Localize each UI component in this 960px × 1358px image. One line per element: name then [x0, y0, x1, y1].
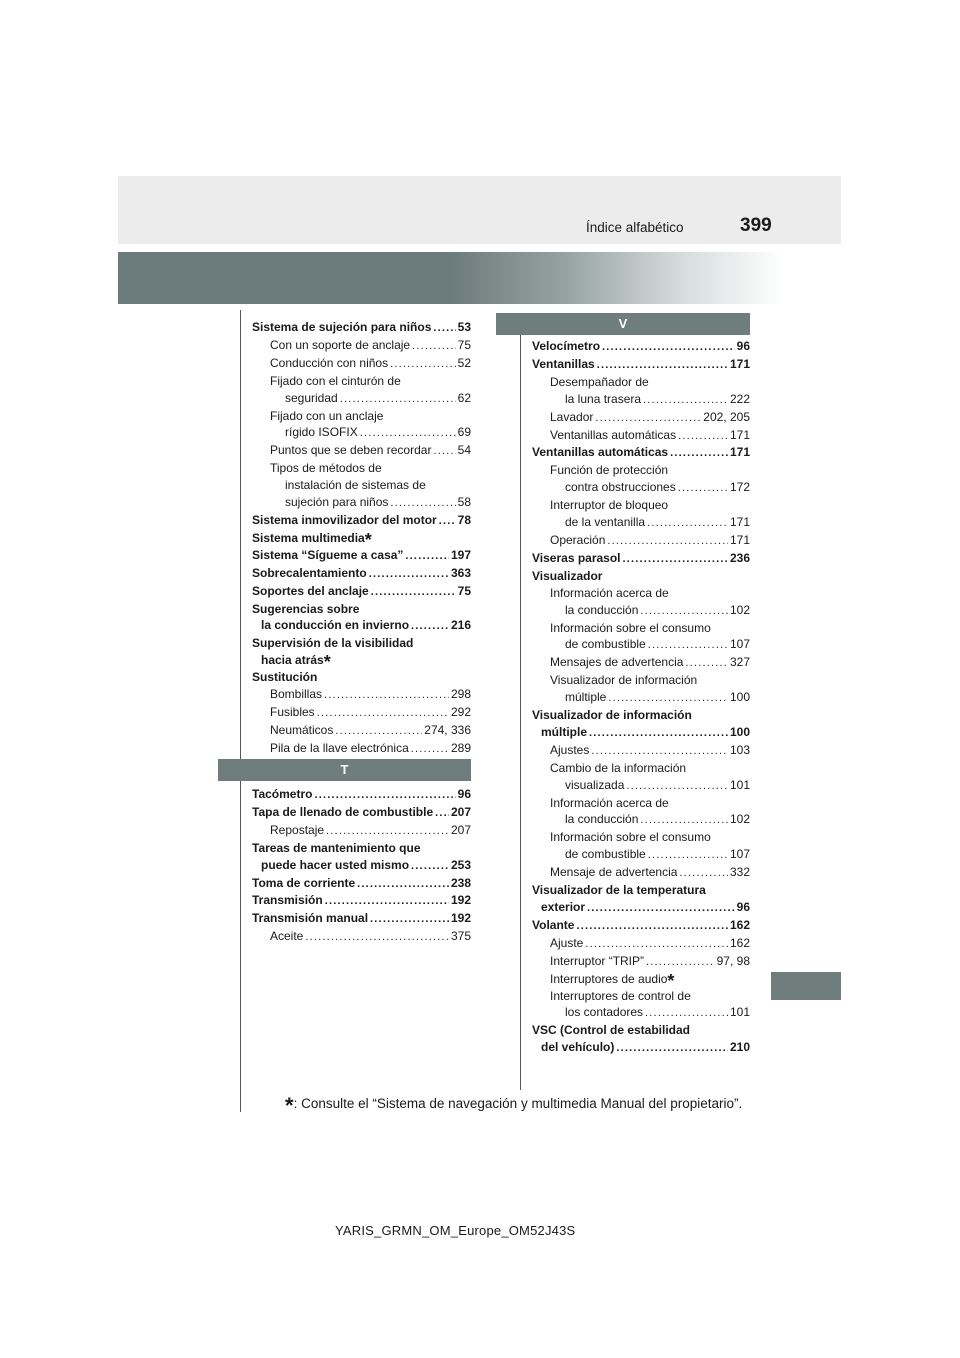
dot-leader	[678, 428, 728, 445]
entry-page: 289	[450, 740, 471, 755]
index-entry	[252, 319, 471, 337]
index-entry	[532, 917, 750, 935]
entry-term: Pila de la llave electrónica	[270, 740, 409, 755]
entry-term: visualizada	[565, 777, 625, 792]
entry-term: Fijado con el cinturón de	[270, 373, 401, 388]
index-entry	[252, 337, 471, 355]
entry-term: de combustible	[565, 637, 646, 652]
entry-page: 375	[450, 929, 471, 944]
dot-leader	[412, 338, 456, 355]
entry-term: Repostaje	[270, 822, 325, 837]
entry-page: 171	[729, 532, 750, 547]
entry-term: rígido ISOFIX	[285, 425, 358, 440]
index-entry	[532, 882, 750, 899]
index-entry	[532, 497, 750, 514]
index-entry	[532, 636, 750, 654]
index-entry	[532, 1022, 750, 1039]
entry-term: Interruptores de audio	[550, 971, 668, 986]
index-group-s	[252, 319, 471, 758]
entry-page: 172	[729, 480, 750, 495]
index-entry	[252, 822, 471, 840]
entry-page: 238	[450, 875, 471, 890]
index-entry	[532, 899, 750, 917]
dot-leader	[589, 725, 728, 742]
dot-leader	[405, 548, 449, 565]
dot-leader	[616, 1040, 728, 1057]
dot-leader	[646, 954, 715, 971]
entry-page: 69	[457, 425, 471, 440]
entry-term: Con un soporte de anclaje	[270, 337, 411, 352]
entry-term: del vehículo)	[541, 1040, 615, 1055]
entry-term: Tipos de métodos de	[270, 461, 382, 476]
document-code: YARIS_GRMN_OM_Europe_OM52J43S	[335, 1223, 576, 1238]
entry-term: Tapa de llenado de combustible	[252, 804, 434, 819]
index-entry	[532, 811, 750, 829]
asterisk-marker: *	[364, 529, 372, 550]
dot-leader	[576, 918, 728, 935]
entry-term: Información sobre el consumo	[550, 620, 711, 635]
dot-leader	[685, 655, 728, 672]
entry-page: 62	[457, 390, 471, 405]
entry-page: 101	[729, 1005, 750, 1020]
index-entry	[252, 373, 471, 390]
index-entry	[532, 514, 750, 532]
index-entry	[532, 532, 750, 550]
dot-leader	[645, 1005, 728, 1022]
index-entry	[252, 477, 471, 494]
index-entry	[252, 512, 471, 530]
dot-leader	[357, 876, 449, 893]
letter-heading-v: V	[496, 313, 750, 335]
entry-term: de la ventanilla	[565, 515, 646, 530]
dot-leader	[643, 392, 728, 409]
entry-term: de combustible	[565, 847, 646, 862]
index-entry	[252, 635, 471, 652]
index-column-left	[252, 319, 471, 758]
dot-leader	[602, 339, 735, 356]
index-entry	[252, 617, 471, 635]
index-entry	[532, 953, 750, 971]
entry-term: instalación de sistemas de	[285, 478, 426, 493]
index-entry	[252, 892, 471, 910]
index-entry	[252, 804, 471, 822]
entry-term: hacia atrás	[261, 653, 324, 668]
index-entry	[252, 669, 471, 686]
entry-page: 103	[729, 742, 750, 757]
header-band	[118, 176, 841, 244]
entry-term: Volante	[532, 917, 575, 932]
dot-leader	[411, 741, 449, 758]
entry-page: 96	[736, 339, 750, 353]
entry-term: Ajustes	[550, 742, 590, 757]
entry-page: 327	[729, 655, 750, 670]
entry-page: 100	[729, 690, 750, 705]
entry-page: 96	[736, 900, 750, 914]
index-entry	[532, 760, 750, 777]
dot-leader	[326, 823, 449, 840]
left-column-rule	[240, 310, 241, 1112]
index-entry	[532, 602, 750, 620]
dot-leader	[439, 513, 456, 530]
entry-page: 107	[729, 637, 750, 652]
index-entry	[532, 462, 750, 479]
dot-leader	[411, 618, 449, 635]
entry-term: contra obstrucciones	[565, 480, 676, 495]
index-entry	[532, 444, 750, 462]
dot-leader	[411, 858, 449, 875]
entry-term: múltiple	[541, 724, 588, 739]
entry-page: 53	[457, 320, 471, 334]
entry-term: los contadores	[565, 1005, 644, 1020]
index-entry	[532, 864, 750, 882]
dot-leader	[433, 443, 455, 460]
dot-leader	[623, 551, 728, 568]
entry-term: Mensaje de advertencia	[550, 865, 678, 880]
entry-page: 75	[457, 583, 471, 598]
entry-term: Cambio de la información	[550, 760, 687, 775]
dot-leader	[325, 893, 449, 910]
entry-page: 96	[457, 787, 471, 801]
index-entry	[532, 707, 750, 724]
entry-term: Interruptor “TRIP”	[550, 953, 645, 968]
entry-page: 332	[729, 865, 750, 880]
entry-page: 58	[457, 495, 471, 510]
entry-term: Sistema multimedia	[252, 530, 365, 545]
entry-term: Ajuste	[550, 935, 584, 950]
dot-leader	[371, 584, 456, 601]
entry-term: Sugerencias sobre	[252, 601, 360, 616]
index-entry	[532, 1039, 750, 1057]
entry-page: 197	[450, 547, 471, 562]
entry-term: Fusibles	[270, 704, 315, 719]
dot-leader	[390, 356, 456, 373]
index-entry	[252, 740, 471, 758]
entry-page: 274, 336	[424, 722, 471, 737]
entry-term: Transmisión manual	[252, 911, 369, 926]
entry-term: Visualizador de la temperatura	[532, 883, 706, 898]
entry-term: Ventanillas automáticas	[532, 445, 669, 460]
entry-page: 236	[729, 550, 750, 565]
dot-leader	[335, 723, 422, 740]
dot-leader	[670, 445, 728, 462]
entry-term: Visualizador de información	[550, 673, 698, 688]
dot-leader	[626, 778, 728, 795]
entry-page: 101	[729, 777, 750, 792]
index-entry	[252, 722, 471, 740]
dot-leader	[648, 847, 728, 864]
dot-leader	[647, 515, 728, 532]
dot-leader	[305, 929, 449, 946]
dot-leader	[640, 812, 728, 829]
index-entry	[532, 356, 750, 374]
entry-page: 292	[450, 704, 471, 719]
dot-leader	[324, 687, 449, 704]
entry-page: 207	[450, 822, 471, 837]
entry-term: Operación	[550, 532, 606, 547]
index-entry	[532, 935, 750, 953]
entry-term: la conducción	[565, 812, 639, 827]
index-entry	[532, 409, 750, 427]
entry-term: Sistema “Sígueme a casa”	[252, 547, 404, 562]
entry-term: Toma de corriente	[252, 875, 356, 890]
entry-page: 78	[457, 512, 471, 527]
index-entry	[252, 565, 471, 583]
entry-term: Velocímetro	[532, 339, 601, 353]
dot-leader	[435, 805, 449, 822]
index-entry	[532, 1004, 750, 1022]
asterisk-marker: *	[667, 970, 675, 991]
index-entry	[532, 550, 750, 568]
entry-term: Sistema inmovilizador del motor	[252, 512, 437, 527]
index-entry	[532, 391, 750, 409]
entry-term: Supervisión de la visibilidad	[252, 636, 414, 651]
index-entry	[532, 672, 750, 689]
entry-term: Sobrecalentamiento	[252, 565, 367, 580]
dot-leader	[648, 637, 728, 654]
entry-page: 202, 205	[703, 409, 750, 424]
entry-term: Puntos que se deben recordar	[270, 443, 432, 458]
dot-leader	[585, 936, 728, 953]
index-entry	[532, 568, 750, 585]
footnote-text: : Consulte el “Sistema de navegación y multimedia Manual del propietario”.	[293, 1096, 743, 1111]
entry-page: 52	[457, 355, 471, 370]
index-entry	[252, 704, 471, 722]
entry-term: Tareas de mantenimiento que	[252, 840, 421, 855]
entry-term: Visualizador de información	[532, 708, 692, 723]
entry-term: Bombillas	[270, 687, 323, 702]
dot-leader	[591, 743, 728, 760]
entry-page: 207	[450, 804, 471, 819]
footnote-marker: *	[285, 1093, 294, 1118]
dot-leader	[390, 495, 455, 512]
entry-term: Sustitución	[252, 670, 318, 685]
index-group-v	[532, 338, 750, 1057]
entry-page: 192	[450, 911, 471, 926]
entry-term: la conducción	[565, 602, 639, 617]
entry-page: 54	[457, 443, 471, 458]
chapter-side-tab	[771, 972, 841, 1000]
index-entry	[252, 652, 471, 673]
dot-leader	[595, 410, 701, 427]
dot-leader	[678, 480, 728, 497]
middle-column-rule	[520, 332, 521, 1090]
index-entry	[532, 742, 750, 760]
index-entry	[252, 442, 471, 460]
dot-leader	[360, 425, 456, 442]
index-entry	[252, 786, 471, 804]
entry-term: Sistema de sujeción para niños	[252, 320, 432, 334]
index-entry	[252, 928, 471, 946]
entry-term: Interruptores de control de	[550, 988, 691, 1003]
entry-page: 253	[450, 857, 471, 872]
index-entry	[252, 547, 471, 565]
index-entry	[532, 620, 750, 637]
index-entry	[252, 875, 471, 893]
entry-term: Conducción con niños	[270, 355, 389, 370]
entry-page: 162	[729, 935, 750, 950]
entry-page: 107	[729, 847, 750, 862]
entry-term: Información sobre el consumo	[550, 830, 711, 845]
index-entry	[532, 689, 750, 707]
entry-page: 100	[729, 724, 750, 739]
index-entry	[252, 583, 471, 601]
index-entry	[532, 338, 750, 356]
index-entry	[532, 777, 750, 795]
entry-term: exterior	[541, 900, 586, 914]
index-entry	[532, 374, 750, 391]
dot-leader	[370, 911, 449, 928]
index-entry	[532, 795, 750, 812]
dot-leader	[433, 320, 455, 337]
dot-leader	[597, 357, 728, 374]
entry-term: Tacómetro	[252, 787, 313, 801]
entry-term: Interruptor de bloqueo	[550, 498, 669, 513]
entry-term: Aceite	[270, 929, 304, 944]
index-entry	[532, 724, 750, 742]
entry-page: 171	[729, 356, 750, 371]
dot-leader	[679, 865, 728, 882]
entry-term: Información acerca de	[550, 795, 669, 810]
index-entry	[252, 494, 471, 512]
entry-term: Ventanillas automáticas	[550, 427, 677, 442]
entry-term: la luna trasera	[565, 391, 642, 406]
letter-heading-t: T	[218, 759, 471, 781]
entry-term: Mensajes de advertencia	[550, 655, 684, 670]
entry-term: puede hacer usted mismo	[261, 857, 410, 872]
index-entry	[532, 427, 750, 445]
index-entry	[532, 846, 750, 864]
entry-page: 162	[729, 917, 750, 932]
index-entry	[532, 585, 750, 602]
dot-leader	[314, 787, 455, 804]
index-entry	[252, 686, 471, 704]
entry-term: Fijado con un anclaje	[270, 408, 384, 423]
section-title: Índice alfabético	[586, 220, 684, 235]
entry-page: 210	[729, 1040, 750, 1055]
index-entry	[532, 829, 750, 846]
index-entry	[252, 601, 471, 618]
entry-term: seguridad	[285, 390, 338, 405]
entry-page: 216	[450, 618, 471, 633]
entry-term: Visualizador	[532, 568, 603, 583]
index-group-t	[252, 786, 471, 946]
entry-term: múltiple	[565, 690, 607, 705]
dot-leader	[640, 603, 728, 620]
index-entry	[252, 529, 471, 550]
entry-page: 75	[457, 337, 471, 352]
entry-page: 171	[729, 515, 750, 530]
index-entry	[252, 390, 471, 408]
index-entry	[532, 970, 750, 991]
entry-page: 222	[729, 391, 750, 406]
index-entry	[532, 654, 750, 672]
index-entry	[252, 355, 471, 373]
dot-leader	[587, 900, 735, 917]
index-entry	[252, 857, 471, 875]
decorative-gradient-band	[118, 252, 841, 304]
entry-page: 102	[729, 602, 750, 617]
entry-page: 97, 98	[716, 953, 750, 968]
dot-leader	[340, 391, 456, 408]
entry-page: 102	[729, 812, 750, 827]
index-entry	[532, 479, 750, 497]
entry-term: VSC (Control de estabilidad	[532, 1023, 691, 1038]
page-number: 399	[740, 215, 772, 236]
dot-leader	[608, 690, 728, 707]
entry-term: sujeción para niños	[285, 495, 389, 510]
dot-leader	[607, 533, 728, 550]
entry-term: Lavador	[550, 409, 594, 424]
entry-page: 298	[450, 687, 471, 702]
entry-term: Desempañador de	[550, 374, 649, 389]
index-entry	[252, 424, 471, 442]
footnote	[285, 1093, 742, 1119]
entry-term: Función de protección	[550, 463, 669, 478]
entry-page: 171	[729, 445, 750, 460]
index-entry	[252, 408, 471, 425]
index-entry	[252, 840, 471, 857]
entry-term: la conducción en invierno	[261, 618, 410, 633]
index-column-left-t	[252, 786, 471, 946]
entry-page: 363	[450, 565, 471, 580]
entry-page: 192	[450, 893, 471, 908]
dot-leader	[369, 566, 449, 583]
entry-term: Transmisión	[252, 893, 323, 908]
index-entry	[252, 910, 471, 928]
index-entry	[532, 988, 750, 1005]
asterisk-marker: *	[323, 652, 331, 673]
index-column-right	[532, 338, 750, 1057]
entry-term: Soportes del anclaje	[252, 583, 369, 598]
entry-term: Neumáticos	[270, 722, 334, 737]
dot-leader	[317, 705, 449, 722]
index-entry	[252, 460, 471, 477]
entry-term: Viseras parasol	[532, 550, 621, 565]
entry-term: Información acerca de	[550, 585, 669, 600]
entry-page: 171	[729, 427, 750, 442]
entry-term: Ventanillas	[532, 356, 595, 371]
